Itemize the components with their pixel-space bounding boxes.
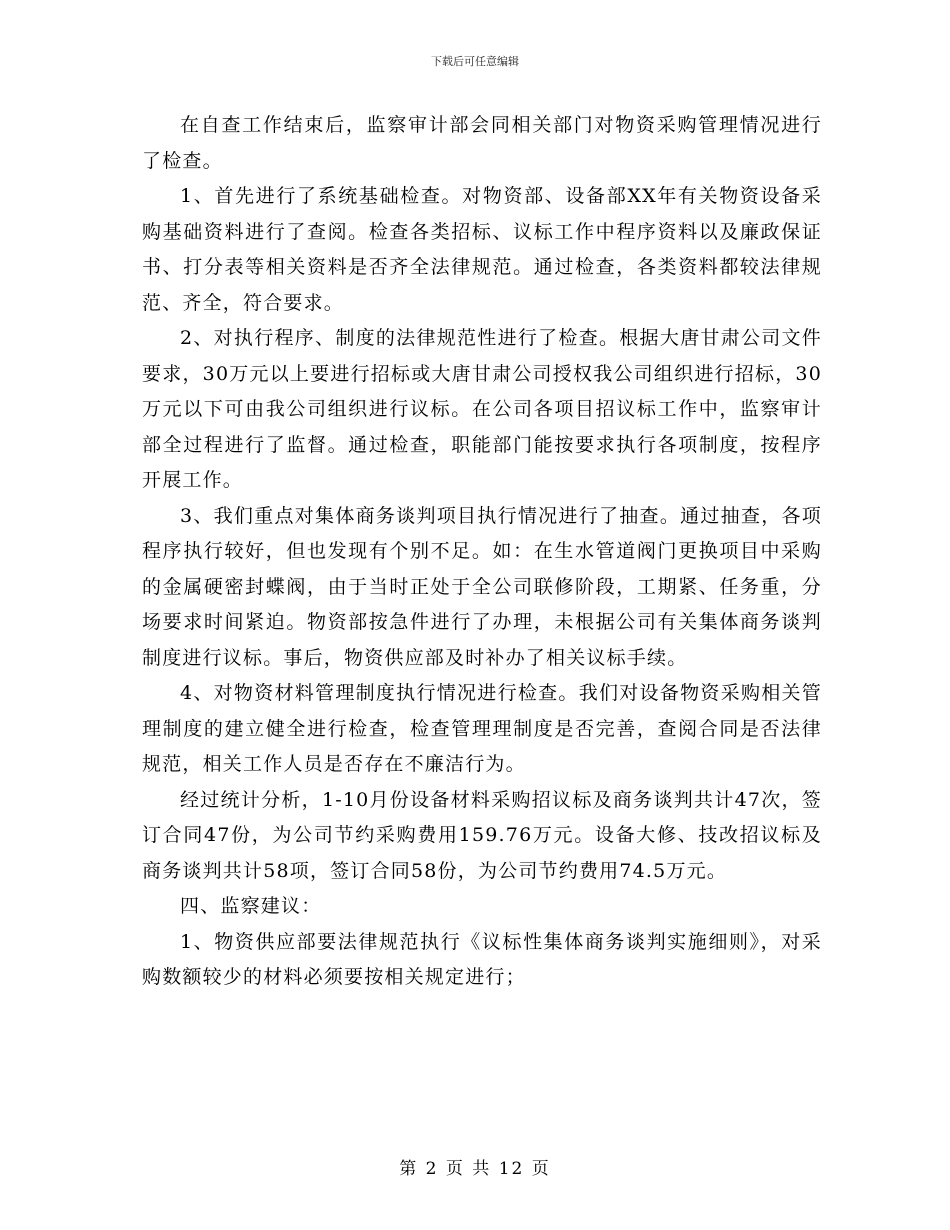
paragraph-statistics: 经过统计分析，1-10月份设备材料采购招议标及商务谈判共计47次，签订合同47份，为公司节约采购费用159.76万元。设备大修、技改招议标及商务谈判共计58项，签订合同58份，为公司节约费用74.5万元。 xyxy=(142,788,822,882)
page-number-footer: 第 2 页 共 12 页 xyxy=(399,1159,551,1179)
paragraph-negotiation-check: 3、我们重点对集体商务谈判项目执行情况进行了抽查。通过抽查，各项程序执行较好，但也发现有个别不足。如：在生水管道阀门更换项目中采购的金属硬密封蝶阀，由于当时正处于全公司联修阶段，工期紧、任务重，分场要求时间紧迫。物资部按急件进行了办理，未根据公司有关集体商务谈判制度进行议标。事后，物资供应部及时补办了相关议标手续。 xyxy=(142,504,822,669)
document-body xyxy=(142,108,822,996)
paragraph-procedure-check: 2、对执行程序、制度的法律规范性进行了检查。根据大唐甘肃公司文件要求，30万元以上要进行招标或大唐甘肃公司授权我公司组织进行招标，30万元以下可由我公司组织进行议标。在公司各项目招议标工作中，监察审计部全过程进行了监督。通过检查，职能部门能按要求执行各项制度，按程序开展工作。 xyxy=(142,327,822,491)
paragraph-material-management: 4、对物资材料管理制度执行情况进行检查。我们对设备物资采购相关管理制度的建立健全进行检查，检查管理理制度是否完善，查阅合同是否法律规范，相关工作人员是否存在不廉洁行为。 xyxy=(142,682,822,775)
paragraph-intro: 在自查工作结束后，监察审计部会同相关部门对物资采购管理情况进行了检查。 xyxy=(142,114,822,172)
section-heading-suggestions: 四、监察建议： xyxy=(180,895,322,917)
paragraph-suggestion-1: 1、物资供应部要法律规范执行《议标性集体商务谈判实施细则》，对采购数额较少的材料必须要按相关规定进行； xyxy=(142,930,822,988)
paragraph-system-check: 1、首先进行了系统基础检查。对物资部、设备部XX年有关物资设备采购基础资料进行了查阅。检查各类招标、议标工作中程序资料以及廉政保证书、打分表等相关资料是否齐全法律规范。通过检查，各类资料都较法律规范、齐全，符合要求。 xyxy=(142,185,822,314)
page-header: 下载后可任意编辑 xyxy=(431,55,519,68)
